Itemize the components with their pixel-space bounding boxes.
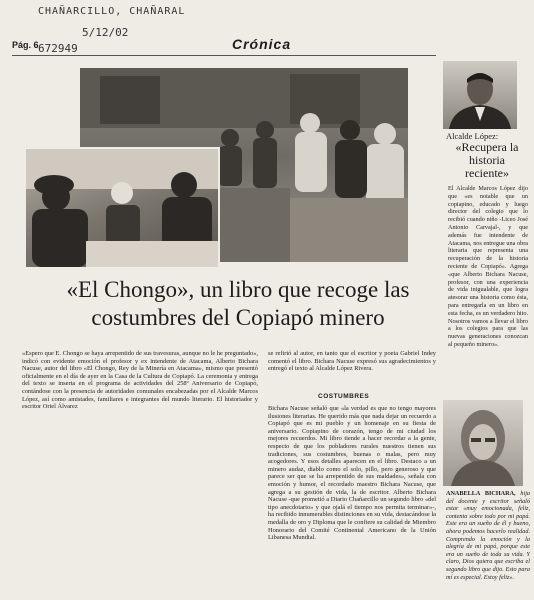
article-column-2: se refirió al autor, en tanto que el escritor y poeta Gabriel Indey comentó el libro. Bichara Nacuse expresó sus agradecimientos y entregó el texto al Alcalde López Rivera. xyxy=(268,350,436,373)
section-title: Crónica xyxy=(232,36,292,52)
caption-text: hija del docente y escritor señaló estar «muy emocionada, feliz, contenta sobre todo por mi papá. Este era un sueño de él y bueno, ahora podemos hacerlo realidad. Comprendo la emoción y la alegría de mi papá, porque este era un sueño de toda su vida. Y claro, Dios quiera que escriba el segundo libro que dijo. Esto para mí es especial. Estoy feliz». xyxy=(446,490,530,581)
handwritten-date: 5/12/02 xyxy=(82,26,129,39)
anabella-portrait xyxy=(443,400,523,486)
handwritten-code: 672949 xyxy=(38,42,78,55)
article-column-1: «Espero que E. Chongo se haya arrepentido de sus travesuras, aunque no le he preguntado», indicó con evidente emoción el profesor y ex intendente de Atacama, Alberto Bichara Nacuse, autor del libro «El Chongo, Rey de la Minería en Atacama», mismo que presentó oficialmente en el día de ayer en la Casa de la Cultura de Copiapó. La ceremonia y entrega del texto se inserta en el programa de actividades del 258º Aniversario de Copiapó, contándose con la presencia de autoridades comunales encabezadas por el Alcalde Marcos López, así como amistades, familiares e integrantes del mundo literario. El historiador y escritor Oriel Álvarez xyxy=(22,350,258,411)
photo-caption xyxy=(446,490,530,596)
handwritten-source-note: CHAÑARCILLO, CHAÑARAL xyxy=(38,6,186,17)
speakers-photo xyxy=(24,147,220,269)
header-rule xyxy=(12,55,436,56)
sidebar-headline: «Recupera la historia reciente» xyxy=(455,140,519,180)
sidebar-body: El Alcalde Marcos López dijo que «es notable que un copiapino, educado y luego director del colegio que lo recibió cuando niño -Liceo José Antonio Carvajal-, y que además fue intendente de Atacama, nos entregue una obra literaria que representa una recuperación de la historia reciente de Copiapó». Agrega «que Alberto Bichara Nacuse, profesor, con una experiencia de vida inigualable, que logra atesorar una historia como ésta, para entregarla en un libro en esta fecha, es un verdadero hito. Nosotros vamos a llevar el libro a los colegios para que las nuevas generaciones conozcan al pequeño minero». xyxy=(448,185,528,348)
article-column-3: Bichara Nacuse señaló que «la verdad es que no tengo mayores ilusiones literarias. He querido más que nada dejar un recuerdo a Copiapó que es mi pueblo y un homenaje en su fiesta de aniversario. Copiapino de corazón, tengo de mi ciudad los mejores recuerdos. Mi libro tiende a hacer recordar a la gente, respecto de que los pobladores rurales nuestros tienen sus tradiciones, sus costumbres, buenas o malas, pero muy acogedores. Y esos detalles aparecen en el libro. Destaco a un minero audaz, diablo como el solo, pillo, pero generoso y que parece ser que se ha arrepentido de sus maldades», señala con emoción y humor, el recordado maestro Bichara Nacuse, que agrega a su gestión de vida, la de escritor. Alberto Bichara Nacuse -que prometió a Diario Chañarcillo un segundo libro «del tipo anecdotario» y que ojalá el tiempo nos permita terminar»-, ha recibido innumerables distinciones en su vida, destacándose la medalla de oro y Diploma que le confiere su calidad de Miembro Honorario del Comité Continental Americano de la Unión Libanesa Mundial. xyxy=(268,405,436,542)
caption-name: ANABELLA BICHARA, xyxy=(446,490,516,497)
article-subhead: COSTUMBRES xyxy=(318,393,370,400)
page-number: Pág. 6 xyxy=(12,40,39,50)
article-headline: «El Chongo», un libro que recoge las costumbres del Copiapó minero xyxy=(66,277,410,330)
sidebar-kicker: Alcalde López: xyxy=(446,131,499,141)
mayor-portrait xyxy=(443,61,517,129)
